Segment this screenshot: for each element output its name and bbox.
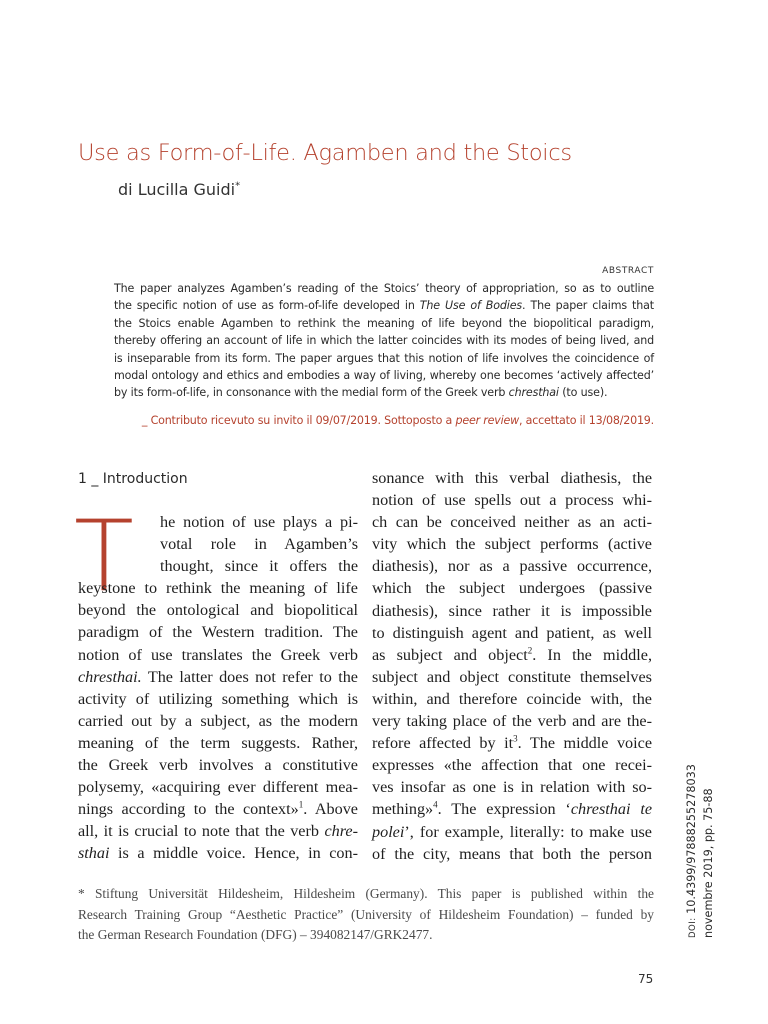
- footnote-ref[interactable]: 2: [527, 645, 533, 656]
- abstract-line: by its form-of-life, in consonance with the medial form of the Greek verb chresthai (to use).: [114, 386, 608, 400]
- abstract-label: ABSTRACT: [602, 266, 654, 276]
- author-name: di Lucilla Guidi: [118, 180, 236, 199]
- footnote: * Stiftung Universität Hildesheim, Hildesheim (Germany). This paper is published within the Research Training Group “Aesthetic Practice” (University of Hildesheim Foundation) – funded by the German Research Foundation (DFG) – 394082147/GRK2477.: [78, 886, 654, 942]
- book-title: The Use of Bodies: [419, 299, 523, 313]
- doi-sidebar: [684, 678, 718, 938]
- section-heading: 1 _ Introduction: [78, 471, 188, 487]
- abstract-line: thereby offering an account of life in which the latter coincides with its modes of being lived, and: [114, 334, 654, 348]
- abstract-line: is inseparable from its form. The paper argues that this notion of life involves the coincidence of: [114, 351, 654, 365]
- abstract-line: the specific notion of use as form-of-life developed in The Use of Bodies. The paper claims that: [114, 299, 654, 313]
- body-column-right: sonance with this verbal diathesis, the notion of use spells out a process whi- ch can be conceived neither as an acti- vity which the subject performs (active diathesis), nor as a passive occurrence, which the subject undergoes (passive diathesis), since rather it is impossible to distinguish agent and patient, as well as subject and object$^2$. In the middle, subject and object constitute themselves within, and therefore coincide with, the very taking place of the verb and are the- refore affected by $it^3$. The middle voice expresses «the affection that one recei- ves insofar as one is in relation with so- mething»$^4$. The expression ‘chresthai te polei’, for example, literally: to make use of the city, means that both the person: [372, 469, 653, 863]
- article-title: Use as Form-of-Life. Agamben and the Stoics: [78, 140, 572, 166]
- abstract-line: The paper analyzes Agamben’s reading of the Stoics’ theory of appropriation, so as to outline: [114, 282, 654, 295]
- footnote-ref[interactable]: 1: [298, 799, 304, 810]
- drop-cap: T: [74, 500, 134, 614]
- abstract-line: modal ontology and ethics and embodies a way of living, whereby one becomes ‘actively affected’: [114, 369, 654, 383]
- page-number: 75: [638, 972, 654, 986]
- doi-number[interactable]: 10.4399/97888255278033: [685, 764, 698, 918]
- issue-info: novembre 2019, pp. 75-88: [702, 788, 715, 938]
- article-author: [118, 180, 240, 199]
- footnote-ref[interactable]: 4: [433, 800, 438, 811]
- footnote-ref[interactable]: 3: [513, 733, 518, 744]
- doi-label: DOI:: [688, 917, 698, 938]
- submission-note: _ Contributo ricevuto su invito il 09/07/2019. Sottoposto a peer review, accettato il 13/08/2019.: [141, 414, 654, 427]
- body-column-left: he notion of use plays a pi- votal role in Agamben’s thought, since it offers the keystone to rethink the meaning of life beyond the ontological and biopolitical paradigm of the Western tradition. The notion of use translates the Greek verb chresthai. The latter does not refer to the activity of utilizing something which is carried out by a subject, as the modern meaning of the term suggests. Rather, the Greek verb involves a constitutive polysemy, «acquiring ever different mea- nings according to the context»$^1$. Above all, it is crucial to note that the verb chre- sthai is a middle voice. Hence, in con-: [78, 513, 358, 863]
- abstract-line: the Stoics enable Agamben to rethink the meaning of life beyond the biopolitical paradigm,: [114, 316, 654, 330]
- abstract-body: [114, 280, 654, 402]
- author-footnote-mark[interactable]: *: [235, 180, 241, 192]
